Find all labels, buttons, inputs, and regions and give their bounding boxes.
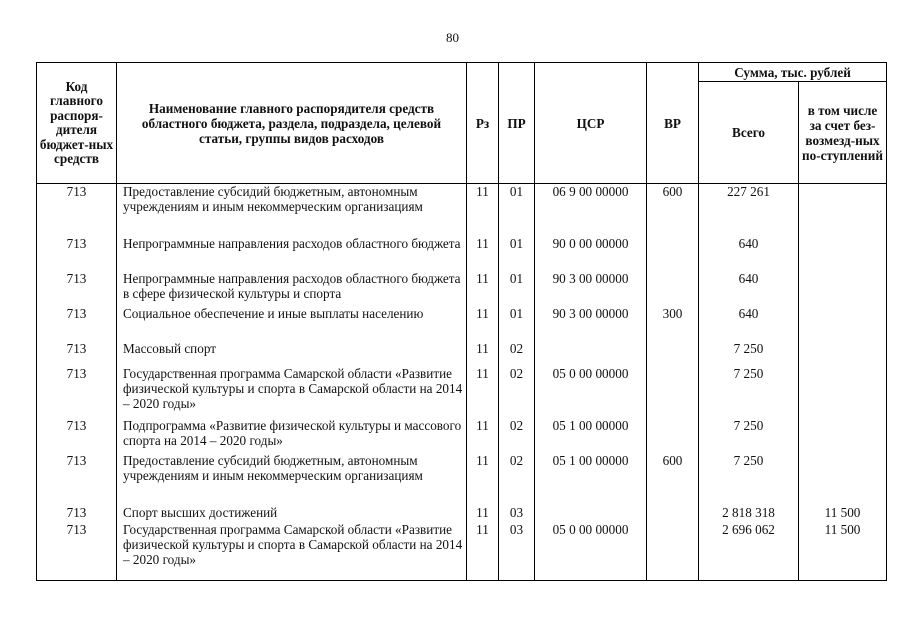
header-csr: ЦСР — [535, 63, 647, 184]
cell-pr: 01 — [499, 271, 535, 306]
cell-pr: 01 — [499, 184, 535, 236]
cell-name: Подпрограмма «Развитие физической культуры и массового спорта на 2014 – 2020 годы» — [117, 418, 467, 453]
cell-csr: 90 3 00 00000 — [535, 271, 647, 306]
cell-total: 227 261 — [699, 184, 799, 236]
cell-name: Спорт высших достижений — [117, 505, 467, 522]
cell-pr: 01 — [499, 306, 535, 341]
cell-pr: 03 — [499, 522, 535, 574]
header-incl: в том числе за счет без-возмезд-ных по-ступлений — [799, 82, 887, 184]
table-row — [37, 306, 887, 341]
cell-code: 713 — [37, 236, 117, 271]
cell-incl — [799, 184, 887, 236]
cell-name: Предоставление субсидий бюджетным, автономным учреждениям и иным некоммерческим организациям — [117, 184, 467, 236]
cell-name: Массовый спорт — [117, 341, 467, 366]
table-row — [37, 236, 887, 271]
page-number: 80 — [446, 30, 459, 45]
cell-csr: 05 0 00 00000 — [535, 366, 647, 418]
table-row — [37, 418, 887, 453]
cell-name: Предоставление субсидий бюджетным, автономным учреждениям и иным некоммерческим организациям — [117, 453, 467, 505]
cell-rz: 11 — [467, 306, 499, 341]
cell-code: 713 — [37, 453, 117, 505]
cell-pr: 01 — [499, 236, 535, 271]
cell-incl — [799, 306, 887, 341]
cell-total: 7 250 — [699, 418, 799, 453]
cell-rz: 11 — [467, 418, 499, 453]
cell-vr: 600 — [647, 184, 699, 236]
cell-rz: 11 — [467, 505, 499, 522]
cell-total: 640 — [699, 271, 799, 306]
cell-code: 713 — [37, 522, 117, 574]
cell-incl — [799, 341, 887, 366]
header-sum-group: Сумма, тыс. рублей — [699, 63, 887, 82]
table-row — [37, 271, 887, 306]
cell-name: Социальное обеспечение и иные выплаты населению — [117, 306, 467, 341]
table-row — [37, 522, 887, 574]
header-pr: ПР — [499, 63, 535, 184]
cell-name: Государственная программа Самарской области «Развитие физической культуры и спорта в Самарской области на 2014 – 2020 годы» — [117, 366, 467, 418]
cell-csr: 05 1 00 00000 — [535, 418, 647, 453]
header-vr: ВР — [647, 63, 699, 184]
cell-vr — [647, 366, 699, 418]
cell-csr — [535, 341, 647, 366]
header-name: Наименование главного распорядителя средств областного бюджета, раздела, подраздела, целевой статьи, группы видов расходов — [117, 63, 467, 184]
cell-rz: 11 — [467, 522, 499, 574]
cell-vr — [647, 236, 699, 271]
cell-rz: 11 — [467, 236, 499, 271]
cell-code: 713 — [37, 306, 117, 341]
cell-csr: 90 0 00 00000 — [535, 236, 647, 271]
table-header — [37, 63, 887, 184]
table-row — [37, 366, 887, 418]
cell-csr: 90 3 00 00000 — [535, 306, 647, 341]
table-body — [37, 184, 887, 581]
cell-vr: 600 — [647, 453, 699, 505]
table-row — [37, 505, 887, 522]
cell-pr: 02 — [499, 366, 535, 418]
cell-incl — [799, 418, 887, 453]
cell-rz: 11 — [467, 366, 499, 418]
cell-code: 713 — [37, 418, 117, 453]
cell-csr — [535, 505, 647, 522]
cell-total: 7 250 — [699, 341, 799, 366]
cell-vr — [647, 271, 699, 306]
cell-code: 713 — [37, 341, 117, 366]
cell-rz: 11 — [467, 271, 499, 306]
cell-vr: 300 — [647, 306, 699, 341]
cell-incl — [799, 366, 887, 418]
cell-csr: 05 1 00 00000 — [535, 453, 647, 505]
cell-total: 640 — [699, 306, 799, 341]
cell-rz: 11 — [467, 341, 499, 366]
table-row — [37, 453, 887, 505]
cell-total: 2 818 318 — [699, 505, 799, 522]
cell-incl — [799, 271, 887, 306]
cell-csr: 06 9 00 00000 — [535, 184, 647, 236]
cell-pr: 02 — [499, 453, 535, 505]
cell-code: 713 — [37, 184, 117, 236]
cell-rz: 11 — [467, 453, 499, 505]
cell-pr: 02 — [499, 341, 535, 366]
cell-total: 640 — [699, 236, 799, 271]
header-rz: Рз — [467, 63, 499, 184]
cell-vr — [647, 505, 699, 522]
cell-incl — [799, 236, 887, 271]
cell-incl: 11 500 — [799, 522, 887, 574]
cell-pr: 02 — [499, 418, 535, 453]
cell-name: Непрограммные направления расходов областного бюджета — [117, 236, 467, 271]
cell-code: 713 — [37, 271, 117, 306]
cell-incl — [799, 453, 887, 505]
cell-rz: 11 — [467, 184, 499, 236]
cell-total: 7 250 — [699, 453, 799, 505]
cell-name: Непрограммные направления расходов областного бюджета в сфере физической культуры и спорта — [117, 271, 467, 306]
cell-pr: 03 — [499, 505, 535, 522]
table-row — [37, 184, 887, 236]
cell-total: 7 250 — [699, 366, 799, 418]
cell-vr — [647, 341, 699, 366]
cell-name: Государственная программа Самарской области «Развитие физической культуры и спорта в Самарской области на 2014 – 2020 годы» — [117, 522, 467, 574]
table-row — [37, 341, 887, 366]
header-code: Код главного распоря-дителя бюджет-ных средств — [37, 63, 117, 184]
cell-vr — [647, 522, 699, 574]
cell-vr — [647, 418, 699, 453]
cell-code: 713 — [37, 505, 117, 522]
cell-incl: 11 500 — [799, 505, 887, 522]
header-total: Всего — [699, 82, 799, 184]
cell-code: 713 — [37, 366, 117, 418]
budget-table — [36, 62, 887, 581]
cell-csr: 05 0 00 00000 — [535, 522, 647, 574]
cell-total: 2 696 062 — [699, 522, 799, 574]
